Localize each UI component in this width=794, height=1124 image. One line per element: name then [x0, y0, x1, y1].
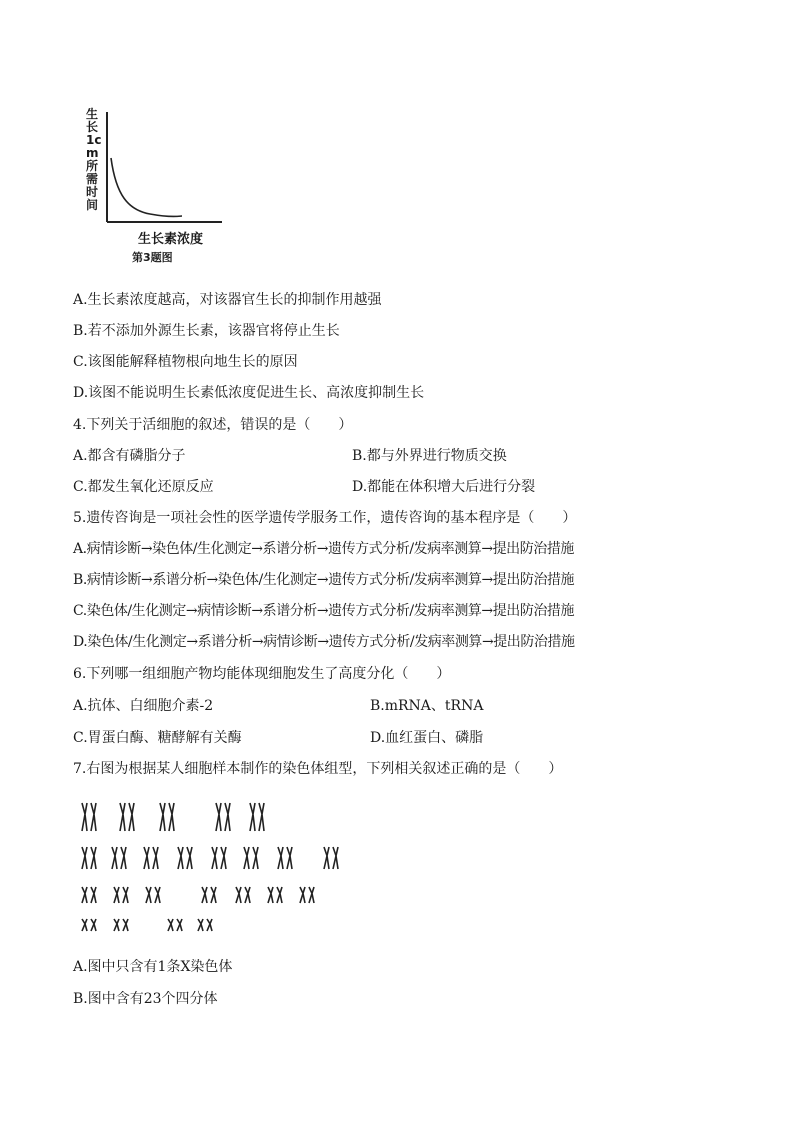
q6-option-b: B.mRNA、tRNA — [370, 698, 484, 714]
chromosome-pair — [250, 803, 264, 831]
q5-option-b: B.病情诊断→系谱分析→染色体/生化测定→遗传方式分析/发病率测算→提出防治措施 — [73, 572, 575, 588]
chromosome-pair — [268, 887, 282, 903]
chromosome-pair — [178, 847, 192, 869]
q5-stem: 5.遗传咨询是一项社会性的医学遗传学服务工作，遗传咨询的基本程序是（ ） — [73, 510, 577, 526]
karyotype-figure — [78, 795, 378, 945]
chromosome-pair — [198, 919, 212, 931]
chromosome-pair — [112, 847, 126, 869]
q4-option-a: A.都含有磷脂分子 — [73, 448, 186, 464]
q7-option-b: B.图中含有23个四分体 — [73, 991, 218, 1007]
chromosome-pair — [82, 847, 96, 869]
q7-stem: 7.右图为根据某人细胞样本制作的染色体组型，下列相关叙述正确的是（ ） — [73, 761, 563, 777]
chromosome-pair — [82, 803, 96, 831]
chromosome-pair — [120, 803, 134, 831]
q4-option-c: C.都发生氧化还原反应 — [73, 479, 214, 495]
chromosome-pair — [216, 803, 230, 831]
chromosome-pair — [114, 919, 128, 931]
figure-caption: 第3题图 — [132, 251, 173, 264]
q5-option-d: D.染色体/生化测定→系谱分析→病情诊断→遗传方式分析/发病率测算→提出防治措施 — [73, 634, 575, 650]
chromosome-pair — [236, 887, 250, 903]
chromosome-pair — [212, 847, 226, 869]
q3-option-c: C.该图能解释植物根向地生长的原因 — [73, 354, 298, 370]
response-curve — [111, 158, 182, 217]
chromosome-pair — [324, 847, 338, 869]
chromosome-pair — [114, 887, 128, 903]
q4-option-d: D.都能在体积增大后进行分裂 — [352, 479, 536, 495]
q3-option-a: A.生长素浓度越高，对该器官生长的抑制作用越强 — [73, 292, 382, 308]
chromosome-pair — [146, 887, 160, 903]
q5-option-c: C.染色体/生化测定→病情诊断→系谱分析→遗传方式分析/发病率测算→提出防治措施 — [73, 603, 575, 619]
q5-option-a: A.病情诊断→染色体/生化测定→系谱分析→遗传方式分析/发病率测算→提出防治措施 — [73, 541, 574, 557]
y-axis-label: 生长1cm所需时间 — [86, 107, 102, 212]
q6-option-a: A.抗体、白细胞介素-2 — [73, 698, 214, 714]
q7-option-a: A.图中只含有1条X染色体 — [73, 959, 233, 975]
chromosome-pair — [168, 919, 182, 931]
chromosome-pair — [244, 847, 258, 869]
q4-stem: 4.下列关于活细胞的叙述，错误的是（ ） — [73, 417, 353, 433]
chromosome-pair — [144, 847, 158, 869]
q6-option-c: C.胃蛋白酶、糖酵解有关酶 — [73, 730, 242, 746]
chromosome-pair — [82, 919, 96, 931]
q6-option-d: D.血红蛋白、磷脂 — [370, 730, 484, 746]
chromosome-pair — [300, 887, 314, 903]
chromosome-pair — [160, 803, 174, 831]
q3-option-b: B.若不添加外源生长素，该器官将停止生长 — [73, 323, 340, 339]
figure-3 — [80, 100, 230, 270]
q6-stem: 6.下列哪一组细胞产物均能体现细胞发生了高度分化（ ） — [73, 666, 451, 682]
chromosome-pair — [202, 887, 216, 903]
q3-option-d: D.该图不能说明生长素低浓度促进生长、高浓度抑制生长 — [73, 385, 425, 401]
q4-option-b: B.都与外界进行物质交换 — [352, 448, 507, 464]
x-axis-label: 生长素浓度 — [138, 232, 204, 247]
chromosome-pair — [278, 847, 292, 869]
chromosome-pair — [82, 887, 96, 903]
